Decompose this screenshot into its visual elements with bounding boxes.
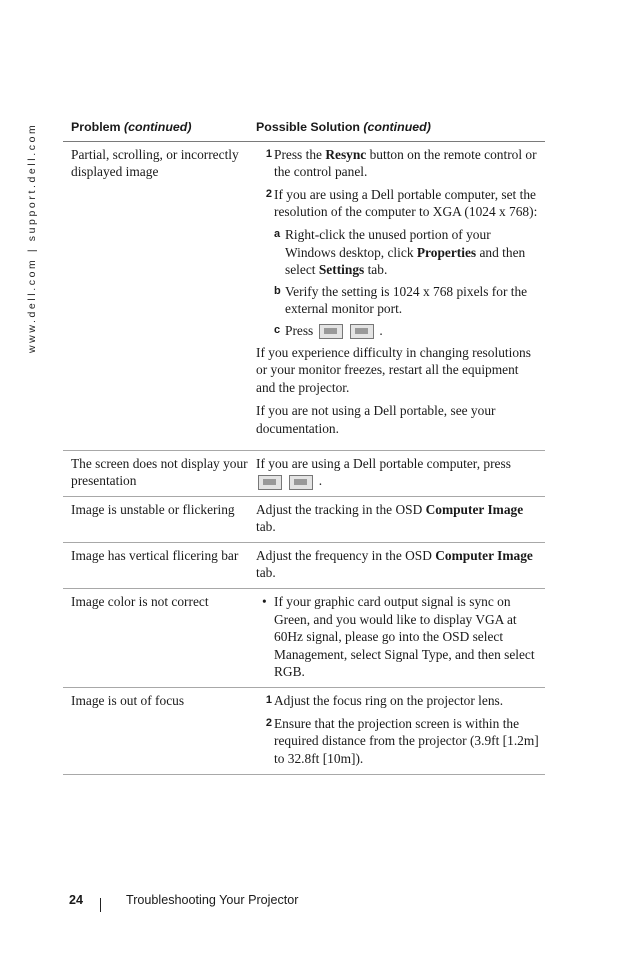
page-number: 24 (69, 893, 84, 907)
documentation-note: If you are not using a Dell portable, see your documentation. (256, 403, 496, 436)
footer-divider (100, 898, 101, 912)
table-row (63, 688, 545, 775)
substep-b: b Verify the setting is 1024 x 768 pixels for the external monitor port. (274, 283, 528, 317)
table-row (63, 497, 545, 543)
step-1: 1 Adjust the focus ring on the projector lens. (265, 693, 504, 709)
step-2: 2 Ensure that the projection screen is within the required distance from the projector (3.9ft [1.2m] to 32.8ft [10m]). (265, 715, 539, 766)
solution-cell: Adjust the tracking in the OSD Computer Image tab. (256, 501, 524, 535)
substep-a: a Right-click the unused portion of your Windows desktop, click Properties and then select Settings tab. (274, 226, 526, 278)
bullet-item: • If your graphic card output signal is sync on Green, and you would like to display VGA at 60Hz signal, please go into the OSD select Management, select Signal Type, and then select RGB. (262, 594, 535, 680)
table-row (63, 589, 545, 688)
crt-lcd-key-icon (289, 475, 313, 490)
header-problem: Problem (continued) (71, 120, 192, 134)
problem-cell: Image is unstable or flickering (71, 501, 235, 517)
solution-cell: Adjust the frequency in the OSD Computer Image tab. (256, 547, 533, 581)
table-row (63, 142, 545, 451)
solution-cell (256, 692, 545, 772)
table-row (63, 543, 545, 589)
solution-cell (256, 593, 545, 681)
sidebar-url: www.dell.com | support.dell.com (26, 122, 38, 353)
troubleshooting-table (63, 116, 545, 775)
table-header (63, 116, 545, 142)
solution-cell (256, 146, 545, 444)
problem-cell: Partial, scrolling, or incorrectly displayed image (71, 146, 239, 180)
step-1: 1 Press the Resync button on the remote control or the control panel. (265, 146, 537, 180)
substep-c: c Press . (274, 322, 383, 338)
table-row (63, 451, 545, 497)
solution-cell: If you are using a Dell portable computer, press . (256, 455, 511, 489)
problem-cell: Image has vertical flicering bar (71, 547, 239, 563)
step-2: 2 If you are using a Dell portable computer, set the resolution of the computer to XGA (1024 x 768): (265, 186, 538, 220)
header-solution: Possible Solution (continued) (256, 120, 431, 134)
fn-key-icon (258, 475, 282, 490)
crt-lcd-key-icon (350, 324, 374, 339)
problem-cell: The screen does not display your presentation (71, 455, 248, 489)
problem-cell: Image is out of focus (71, 693, 185, 709)
fn-key-icon (319, 324, 343, 339)
problem-cell: Image color is not correct (71, 594, 209, 610)
chapter-title: Troubleshooting Your Projector (126, 893, 299, 907)
restart-note: If you experience difficulty in changing resolutions or your monitor freezes, restart all the equipment and the projector. (256, 344, 531, 395)
